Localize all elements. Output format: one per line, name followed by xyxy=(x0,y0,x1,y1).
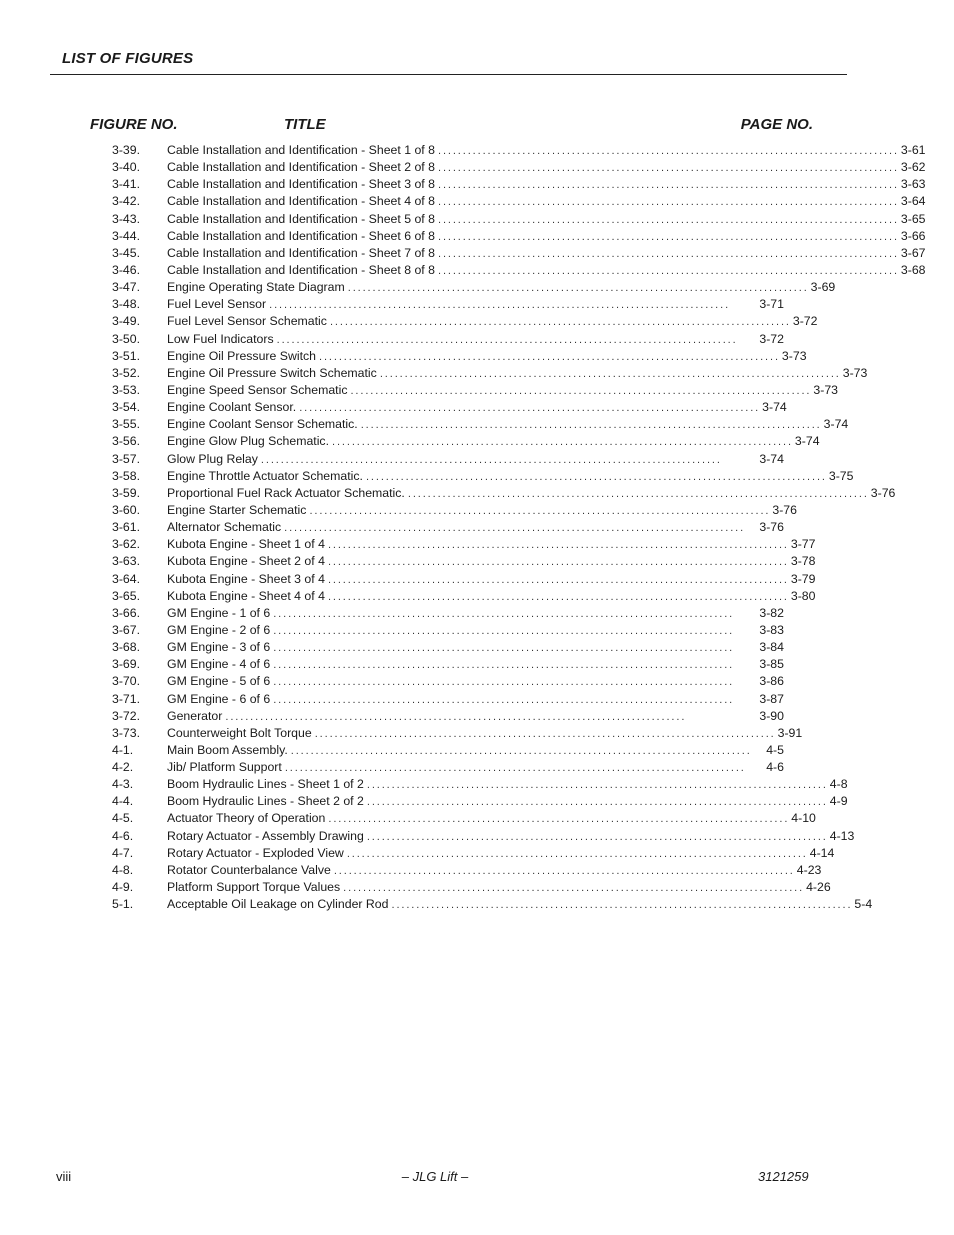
section-title: LIST OF FIGURES xyxy=(62,50,194,67)
figure-title: Rotator Counterbalance Valve xyxy=(167,862,331,877)
figure-title: Cable Installation and Identification - Sheet 2 of 8 xyxy=(167,160,435,175)
figure-number: 3-71. xyxy=(112,691,141,706)
figure-list-entry[interactable] xyxy=(112,553,816,570)
figure-list-entry[interactable] xyxy=(112,451,784,468)
dot-leader: ............................................................................................. xyxy=(329,316,791,329)
dot-leader: ............................................................................................. xyxy=(273,607,735,620)
figure-number: 4-9. xyxy=(112,880,134,895)
figure-number: 3-43. xyxy=(112,211,141,226)
figure-number: 3-59. xyxy=(112,485,141,500)
figure-title: Cable Installation and Identification - Sheet 7 of 8 xyxy=(167,245,435,260)
page-number: 3-76 xyxy=(772,502,797,517)
dot-leader: ............................................................................................. xyxy=(343,882,805,895)
page-number: 3-82 xyxy=(759,605,784,620)
figure-number: 3-58. xyxy=(112,468,141,483)
figure-list-entry[interactable] xyxy=(112,211,926,228)
page-number: 3-74 xyxy=(794,434,820,449)
page-number: 3-67 xyxy=(900,245,926,260)
figure-title: Actuator Theory of Operation xyxy=(167,811,326,826)
figure-list-entry[interactable] xyxy=(112,348,807,365)
column-header-title: TITLE xyxy=(284,116,326,133)
dot-leader: ............................................................................................. xyxy=(225,710,687,723)
figure-number: 3-70. xyxy=(112,674,141,689)
figure-number: 3-53. xyxy=(112,382,141,397)
page-number: 4-9 xyxy=(829,794,848,809)
page-number: 3-76 xyxy=(759,520,784,535)
figure-list-entry[interactable] xyxy=(112,468,854,485)
figure-title: GM Engine - 4 of 6 xyxy=(167,657,271,672)
page-number: 4-10 xyxy=(791,811,816,826)
figure-number: 3-66. xyxy=(112,605,141,620)
page-number: 4-14 xyxy=(809,845,835,860)
dot-leader: ............................................................................................. xyxy=(333,864,795,877)
figure-number: 3-51. xyxy=(112,348,141,363)
figure-title: Engine Operating State Diagram xyxy=(167,280,345,295)
figure-number: 3-50. xyxy=(112,331,141,346)
page-number: 3-91 xyxy=(777,725,803,740)
page-number: 3-76 xyxy=(870,485,896,500)
figure-number: 3-39. xyxy=(112,143,141,157)
dot-leader: ............................................................................................. xyxy=(437,145,899,157)
figure-number: 3-46. xyxy=(112,262,141,277)
figure-title: Engine Throttle Actuator Schematic. xyxy=(167,468,363,483)
figure-number: 4-5. xyxy=(112,811,134,826)
figure-list-entry[interactable] xyxy=(112,262,926,279)
figure-list-entry[interactable] xyxy=(112,588,816,605)
page-number: 3-85 xyxy=(759,657,784,672)
figure-number: 3-49. xyxy=(112,314,141,329)
figure-list-entry[interactable] xyxy=(112,245,926,262)
dot-leader: ............................................................................................. xyxy=(327,590,789,603)
page-number: 3-62 xyxy=(900,160,926,175)
figure-title: Engine Coolant Sensor Schematic. xyxy=(167,417,358,432)
figure-number: 3-62. xyxy=(112,537,141,552)
figure-list-entry[interactable] xyxy=(112,193,926,210)
figure-list-entry[interactable] xyxy=(112,228,926,245)
dot-leader: ............................................................................................. xyxy=(319,350,780,363)
figure-number: 3-64. xyxy=(112,571,141,586)
dot-leader: ............................................................................................. xyxy=(276,333,738,346)
header-divider xyxy=(50,74,847,75)
figure-list-entry[interactable] xyxy=(112,159,926,176)
dot-leader: ............................................................................................. xyxy=(437,213,899,226)
figure-title: Acceptable Oil Leakage on Cylinder Rod xyxy=(167,897,389,912)
page-number: 3-84 xyxy=(759,640,784,655)
dot-leader: ............................................................................................. xyxy=(273,659,735,672)
figure-list-entry[interactable] xyxy=(112,691,784,708)
dot-leader: ............................................................................................. xyxy=(314,727,776,740)
figure-title: Jib/ Platform Support xyxy=(167,760,282,775)
figure-title: Engine Oil Pressure Switch xyxy=(167,348,316,363)
figure-list-entry[interactable] xyxy=(112,862,822,879)
figure-list-entry[interactable] xyxy=(112,896,873,913)
figure-list-entry[interactable] xyxy=(112,536,816,553)
dot-leader: ............................................................................................. xyxy=(273,693,735,706)
page-number: 3-63 xyxy=(900,177,926,192)
dot-leader: ............................................................................................. xyxy=(346,847,808,860)
page-number: 3-61 xyxy=(900,143,926,157)
figure-title: Platform Support Torque Values xyxy=(167,880,341,895)
dot-leader: ............................................................................................. xyxy=(391,899,853,912)
figure-number: 4-4. xyxy=(112,794,134,809)
figure-title: Cable Installation and Identification - Sheet 8 of 8 xyxy=(167,262,435,277)
dot-leader: ............................................................................................. xyxy=(379,367,841,380)
column-header-page-no: PAGE NO. xyxy=(740,116,813,133)
figure-title: Fuel Level Sensor Schematic xyxy=(167,314,327,329)
figure-list-entry[interactable] xyxy=(112,656,784,673)
dot-leader: ............................................................................................. xyxy=(284,762,746,775)
figure-list-entry[interactable] xyxy=(112,828,855,845)
dot-leader: ............................................................................................. xyxy=(407,487,869,500)
footer-center-text: – JLG Lift – xyxy=(401,1169,469,1184)
page-number: 3-73 xyxy=(813,382,839,397)
dot-leader: ............................................................................................. xyxy=(284,522,746,535)
figure-title: Cable Installation and Identification - Sheet 6 of 8 xyxy=(167,228,435,243)
page-number: 4-8 xyxy=(829,777,848,792)
dot-leader: ............................................................................................. xyxy=(273,676,735,689)
dot-leader: ............................................................................................. xyxy=(327,539,789,552)
page-number: 3-72 xyxy=(792,314,818,329)
dot-leader: ............................................................................................. xyxy=(290,744,752,757)
figure-number: 3-68. xyxy=(112,640,141,655)
figure-list-entry[interactable] xyxy=(112,519,784,536)
figure-list-entry[interactable] xyxy=(112,382,839,399)
figure-title: Engine Oil Pressure Switch Schematic xyxy=(167,365,377,380)
page-number: 3-90 xyxy=(759,708,784,723)
figure-list-entry[interactable] xyxy=(112,845,835,862)
figure-number: 5-1. xyxy=(112,897,134,912)
dot-leader: ............................................................................................. xyxy=(332,436,793,449)
dot-leader: ............................................................................................. xyxy=(327,556,789,569)
dot-leader: ............................................................................................. xyxy=(273,642,735,655)
figure-list-entry[interactable] xyxy=(112,433,820,450)
figure-number: 3-67. xyxy=(112,622,141,637)
figure-number: 3-44. xyxy=(112,228,141,243)
page-number: 3-73 xyxy=(781,348,807,363)
column-header-figure-no: FIGURE NO. xyxy=(90,116,178,133)
figure-list-entry[interactable] xyxy=(112,571,816,588)
figure-number: 3-54. xyxy=(112,400,141,415)
dot-leader: ............................................................................................. xyxy=(360,419,822,432)
page-number: 3-79 xyxy=(790,571,816,586)
figure-title: GM Engine - 1 of 6 xyxy=(167,605,271,620)
figure-list-entry[interactable] xyxy=(112,673,784,690)
figure-list-entry[interactable] xyxy=(112,605,784,622)
page-number: 3-64 xyxy=(900,194,926,209)
figure-list-entry[interactable] xyxy=(112,331,784,348)
figure-title: GM Engine - 5 of 6 xyxy=(167,674,271,689)
page-number: 3-69 xyxy=(810,280,836,295)
page-number: 3-77 xyxy=(790,537,816,552)
figure-title: Rotary Actuator - Exploded View xyxy=(167,845,344,860)
figure-number: 4-3. xyxy=(112,777,134,792)
figure-title: Engine Coolant Sensor. xyxy=(167,400,297,415)
dot-leader: ............................................................................................. xyxy=(328,813,790,826)
figure-list-entry[interactable] xyxy=(112,622,784,639)
figure-title: Alternator Schematic xyxy=(167,520,282,535)
dot-leader: ............................................................................................. xyxy=(366,796,828,809)
dot-leader: ............................................................................................. xyxy=(437,264,899,277)
page-number: 3-80 xyxy=(790,588,816,603)
page-number: 3-73 xyxy=(842,365,868,380)
page-number: 4-5 xyxy=(766,742,784,757)
dot-leader: ............................................................................................. xyxy=(366,830,828,843)
figure-number: 3-57. xyxy=(112,451,141,466)
figure-title: Low Fuel Indicators xyxy=(167,331,274,346)
page-number: 3-87 xyxy=(759,691,784,706)
figure-list-entry[interactable] xyxy=(112,742,784,759)
figure-title: GM Engine - 2 of 6 xyxy=(167,622,271,637)
figure-title: Kubota Engine - Sheet 1 of 4 xyxy=(167,537,325,552)
figure-list-entry[interactable] xyxy=(112,176,926,193)
page-number: 3-71 xyxy=(759,297,784,312)
page-number: 3-74 xyxy=(762,400,787,415)
figure-number: 3-69. xyxy=(112,657,141,672)
figure-number: 3-63. xyxy=(112,554,141,569)
dot-leader: ............................................................................................. xyxy=(309,504,771,517)
figure-title: Generator xyxy=(167,708,223,723)
figure-number: 4-8. xyxy=(112,862,134,877)
page-number: 4-23 xyxy=(796,862,822,877)
figure-list-entry[interactable] xyxy=(112,313,818,330)
figure-title: Proportional Fuel Rack Actuator Schematic. xyxy=(167,485,405,500)
figure-number: 3-60. xyxy=(112,502,141,517)
figure-number: 3-47. xyxy=(112,280,141,295)
figure-number: 4-7. xyxy=(112,845,134,860)
figure-list xyxy=(112,142,926,913)
page-number: 5-4 xyxy=(854,897,873,912)
dot-leader: ............................................................................................. xyxy=(437,247,899,260)
dot-leader: ............................................................................................. xyxy=(299,402,761,415)
page-number: 3-65 xyxy=(900,211,926,226)
figure-number: 4-2. xyxy=(112,760,134,775)
figure-title: Engine Glow Plug Schematic. xyxy=(167,434,329,449)
figure-number: 3-72. xyxy=(112,708,141,723)
figure-number: 3-42. xyxy=(112,194,141,209)
figure-list-entry[interactable] xyxy=(112,399,787,416)
dot-leader: ............................................................................................. xyxy=(350,384,812,397)
figure-number: 3-40. xyxy=(112,160,141,175)
figure-list-entry[interactable] xyxy=(112,810,816,827)
dot-leader: ............................................................................................. xyxy=(273,624,735,637)
figure-title: Kubota Engine - Sheet 4 of 4 xyxy=(167,588,325,603)
figure-title: Boom Hydraulic Lines - Sheet 1 of 2 xyxy=(167,777,364,792)
dot-leader: ............................................................................................. xyxy=(365,470,827,483)
figure-title: Cable Installation and Identification - Sheet 3 of 8 xyxy=(167,177,435,192)
figure-list-entry[interactable] xyxy=(112,485,896,502)
figure-title: Fuel Level Sensor xyxy=(167,297,267,312)
figure-number: 3-61. xyxy=(112,520,141,535)
figure-title: Engine Speed Sensor Schematic xyxy=(167,382,348,397)
figure-list-entry[interactable] xyxy=(112,725,803,742)
figure-title: Rotary Actuator - Assembly Drawing xyxy=(167,828,364,843)
figure-number: 3-65. xyxy=(112,588,141,603)
page-number: 3-68 xyxy=(900,262,926,277)
figure-number: 4-6. xyxy=(112,828,134,843)
figure-title: GM Engine - 3 of 6 xyxy=(167,640,271,655)
dot-leader: ............................................................................................. xyxy=(366,779,828,792)
page-number: 4-26 xyxy=(806,880,831,895)
figure-number: 3-52. xyxy=(112,365,141,380)
figure-list-entry[interactable] xyxy=(112,365,868,382)
page-number: 3-78 xyxy=(790,554,816,569)
figure-title: Main Boom Assembly. xyxy=(167,742,288,757)
dot-leader: ............................................................................................. xyxy=(327,573,789,586)
page-number: 3-83 xyxy=(759,622,784,637)
page-number: 3-72 xyxy=(759,331,784,346)
page-number: 3-74 xyxy=(759,451,784,466)
page-number: 3-66 xyxy=(900,228,926,243)
page-number: 3-86 xyxy=(759,674,784,689)
figure-list-entry[interactable] xyxy=(112,142,926,159)
figure-title: Kubota Engine - Sheet 2 of 4 xyxy=(167,554,325,569)
dot-leader: ............................................................................................. xyxy=(269,299,731,312)
figure-number: 3-41. xyxy=(112,177,141,192)
dot-leader: ............................................................................................. xyxy=(437,230,899,243)
figure-list-entry[interactable] xyxy=(112,776,848,793)
figure-title: Cable Installation and Identification - Sheet 1 of 8 xyxy=(167,143,435,157)
figure-title: Glow Plug Relay xyxy=(167,451,258,466)
page-number: 4-13 xyxy=(829,828,855,843)
dot-leader: ............................................................................................. xyxy=(260,453,722,466)
page-number: 3-74 xyxy=(823,417,849,432)
figure-number: 3-48. xyxy=(112,297,141,312)
figure-list-entry[interactable] xyxy=(112,879,831,896)
dot-leader: ............................................................................................. xyxy=(437,196,899,209)
figure-title: Engine Starter Schematic xyxy=(167,502,307,517)
footer-page-number: viii xyxy=(56,1169,72,1184)
page-number: 3-75 xyxy=(828,468,854,483)
figure-title: GM Engine - 6 of 6 xyxy=(167,691,271,706)
page-number: 4-6 xyxy=(766,760,784,775)
figure-number: 3-73. xyxy=(112,725,141,740)
figure-title: Boom Hydraulic Lines - Sheet 2 of 2 xyxy=(167,794,364,809)
figure-list-entry[interactable] xyxy=(112,793,848,810)
figure-list-entry[interactable] xyxy=(112,502,797,519)
figure-list-entry[interactable] xyxy=(112,296,784,313)
figure-title: Cable Installation and Identification - Sheet 5 of 8 xyxy=(167,211,435,226)
figure-number: 3-56. xyxy=(112,434,141,449)
figure-title: Cable Installation and Identification - Sheet 4 of 8 xyxy=(167,194,435,209)
dot-leader: ............................................................................................. xyxy=(347,282,809,295)
dot-leader: ............................................................................................. xyxy=(437,179,899,192)
figure-list-entry[interactable] xyxy=(112,639,784,656)
figure-list-entry[interactable] xyxy=(112,416,849,433)
figure-list-entry[interactable] xyxy=(112,759,784,776)
figure-number: 3-45. xyxy=(112,245,141,260)
figure-title: Kubota Engine - Sheet 3 of 4 xyxy=(167,571,325,586)
dot-leader: ............................................................................................. xyxy=(437,162,899,175)
figure-number: 4-1. xyxy=(112,742,134,757)
figure-number: 3-55. xyxy=(112,417,141,432)
figure-list-entry[interactable] xyxy=(112,279,836,296)
figure-title: Counterweight Bolt Torque xyxy=(167,725,312,740)
footer-doc-number: 3121259 xyxy=(758,1169,809,1184)
figure-list-entry[interactable] xyxy=(112,708,784,725)
